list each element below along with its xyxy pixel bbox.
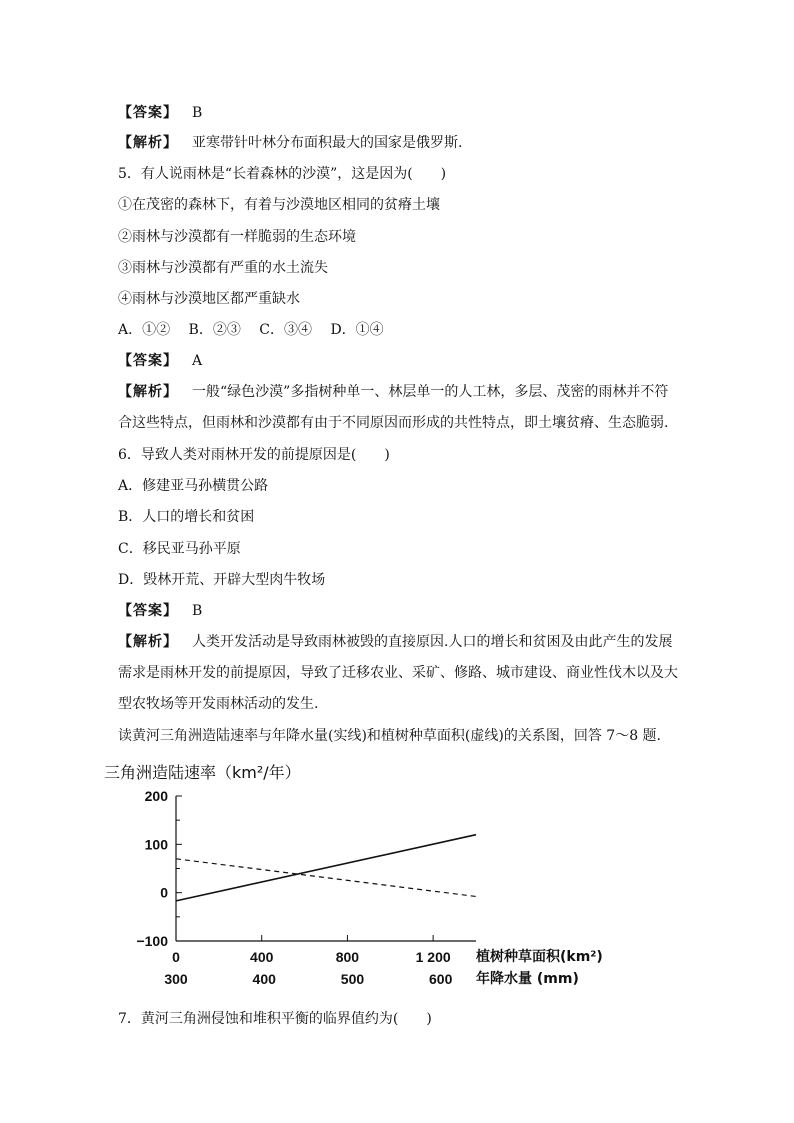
- q5-item-3: ③雨林与沙漠都有严重的水土流失: [118, 260, 328, 276]
- q6-option-a: A．修建亚马孙横贯公路: [118, 478, 269, 494]
- answer-tag: 【答案】: [118, 105, 178, 121]
- q5-analysis-cont: 合这些特点，但雨林和沙漠都有由于不同原因而形成的共性特点，即土壤贫瘠、生态脆弱.: [118, 415, 669, 431]
- q5-answer-line: [118, 351, 202, 371]
- q5-analysis-line: [118, 382, 668, 402]
- analysis-tag: 【解析】: [118, 634, 178, 650]
- x-axis-2-label: 年降水量 (mm): [476, 971, 579, 987]
- q6-option-b: B．人口的增长和贫困: [118, 509, 255, 525]
- q6-analysis-cont-1: 需求是雨林开发的前提原因，导致了迁移农业、采矿、修路、城市建设、商业性伐木以及大: [118, 665, 678, 681]
- answer-tag: 【答案】: [118, 353, 178, 369]
- x2-tick-label: 300: [164, 971, 188, 987]
- q6-stem: 6．导致人类对雨林开发的前提原因是( ): [118, 447, 390, 463]
- chart-intro: 读黄河三角洲造陆速率与年降水量(实线)和植树种草面积(虚线)的关系图，回答 7～8 题.: [118, 728, 662, 744]
- q6-answer-line: [118, 601, 202, 621]
- x1-tick-label: 400: [250, 949, 274, 965]
- analysis-text: 亚寒带针叶林分布面积最大的国家是俄罗斯.: [192, 135, 463, 151]
- q5-item-2: ②雨林与沙漠都有一样脆弱的生态环境: [118, 229, 356, 245]
- q5-item-1: ①在茂密的森林下，有着与沙漠地区相同的贫瘠土壤: [118, 197, 440, 213]
- q6-option-c: C．移民亚马孙平原: [118, 541, 241, 557]
- q6-option-d: D．毁林开荒、开辟大型肉牛牧场: [118, 572, 326, 588]
- answer-value: B: [192, 603, 203, 619]
- y-tick-label: 100: [144, 836, 168, 853]
- analysis-text: 一般“绿色沙漠”多指树种单一、林层单一的人工林，多层、茂密的雨林并不符: [192, 384, 669, 400]
- x1-tick-label: 1 200: [415, 949, 451, 965]
- x2-tick-label: 400: [252, 971, 276, 987]
- series-solid-line: [176, 835, 476, 901]
- q4-answer-line: [118, 103, 202, 123]
- x1-tick-label: 800: [335, 949, 360, 965]
- x1-tick-label: 0: [172, 949, 180, 965]
- x2-tick-label: 600: [429, 971, 453, 987]
- y-tick-label: 200: [144, 788, 168, 804]
- chart-title: 三角洲造陆速率（km²/年）: [104, 763, 301, 782]
- analysis-tag: 【解析】: [118, 384, 178, 400]
- delta-growth-chart: [100, 760, 620, 990]
- analysis-tag: 【解析】: [118, 135, 178, 151]
- y-tick-label: 0: [160, 884, 168, 901]
- y-tick-label: −100: [136, 933, 168, 949]
- answer-value: A: [192, 353, 203, 369]
- q5-item-4: ④雨林与沙漠地区都严重缺水: [118, 291, 300, 307]
- answer-value: B: [192, 105, 203, 121]
- q5-options: A．①② B．②③ C．③④ D．①④: [118, 322, 384, 338]
- q6-analysis-line: [118, 632, 672, 652]
- q7-stem: 7．黄河三角洲侵蚀和堆积平衡的临界值约为( ): [118, 1011, 432, 1027]
- q4-analysis-line: [118, 133, 462, 153]
- analysis-text: 人类开发活动是导致雨林被毁的直接原因.人口的增长和贫困及由此产生的发展: [192, 634, 673, 650]
- x-axis-1-label: 植树种草面积(km²): [476, 949, 603, 965]
- q6-analysis-cont-2: 型农牧场等开发雨林活动的发生.: [118, 696, 319, 712]
- q5-stem: 5．有人说雨林是“长着森林的沙漠”，这是因为( ): [118, 166, 447, 182]
- x2-tick-label: 500: [340, 971, 365, 987]
- answer-tag: 【答案】: [118, 603, 178, 619]
